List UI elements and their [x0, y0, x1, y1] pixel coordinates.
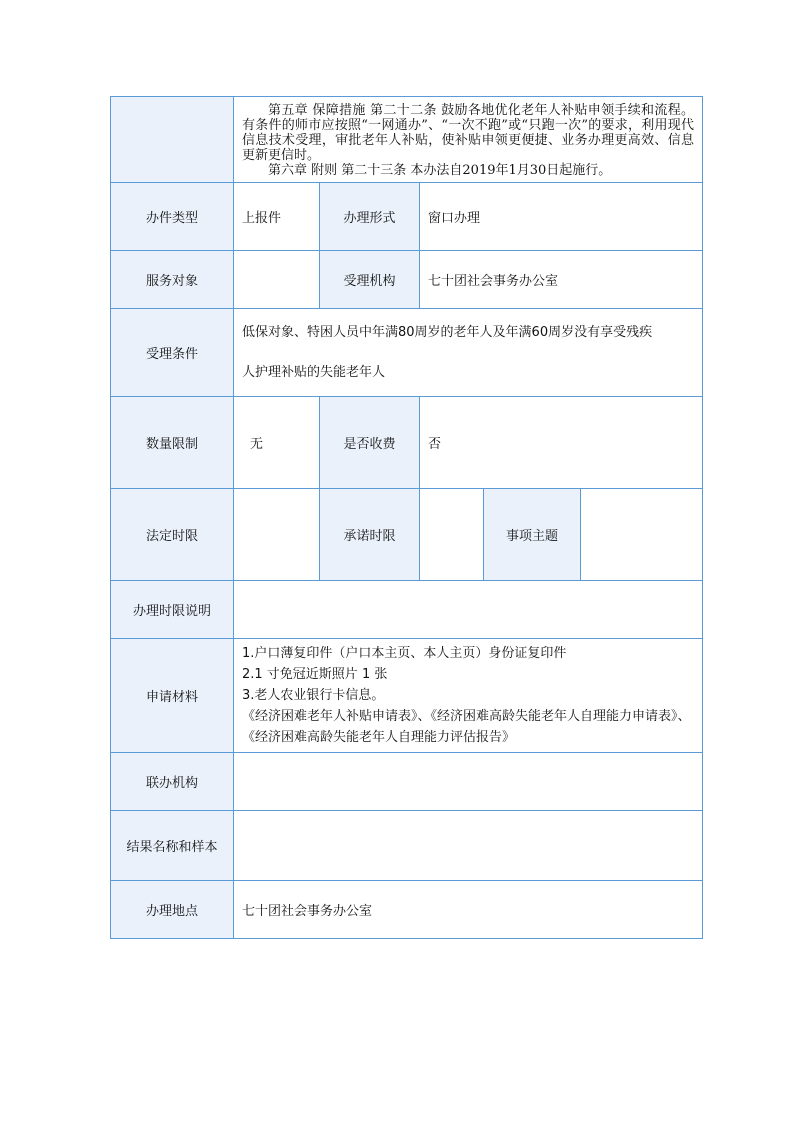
- legal-time-limit-label: 法定时限: [111, 489, 234, 581]
- acceptance-condition-line-2: 人护理补贴的失能老年人: [242, 364, 386, 380]
- promised-time-limit-label: 承诺时限: [320, 489, 420, 581]
- promised-time-limit-value: [420, 489, 484, 581]
- time-limit-note-label: 办理时限说明: [111, 581, 234, 639]
- materials-item: 2.1 寸免冠近斯照片 1 张: [242, 667, 388, 682]
- handling-type-value: 上报件: [234, 183, 320, 251]
- handling-location-value: 七十团社会事务办公室: [234, 881, 703, 939]
- time-limit-note-value: [234, 581, 703, 639]
- handling-location-label: 办理地点: [111, 881, 234, 939]
- handling-type-label: 办件类型: [111, 183, 234, 251]
- accepting-agency-label: 受理机构: [320, 251, 420, 309]
- fee-value: 否: [420, 397, 703, 489]
- legal-time-limit-value: [234, 489, 320, 581]
- materials-label: 申请材料: [111, 639, 234, 753]
- result-name-sample-label: 结果名称和样本: [111, 811, 234, 881]
- joint-agency-label: 联办机构: [111, 753, 234, 811]
- service-target-label: 服务对象: [111, 251, 234, 309]
- accepting-agency-value: 七十团社会事务办公室: [420, 251, 703, 309]
- quantity-limit-value: 无: [234, 397, 320, 489]
- regulation-paragraph-2: 第六章 附则 第二十三条 本办法自2019年1月30日起施行。: [268, 162, 612, 178]
- top-left-blank-cell: [111, 97, 234, 183]
- regulation-text-cell: [234, 97, 703, 183]
- subject-value: [581, 489, 703, 581]
- service-target-value: [234, 251, 320, 309]
- quantity-limit-label: 数量限制: [111, 397, 234, 489]
- materials-item: 《经济困难老年人补贴申请表》、《经济困难高龄失能老年人自理能力申请表》、《经济困难高龄失能老年人自理能力评估报告》: [242, 709, 691, 745]
- handling-mode-value: 窗口办理: [420, 183, 703, 251]
- materials-item: 3.老人农业银行卡信息。: [242, 688, 385, 703]
- joint-agency-value: [234, 753, 703, 811]
- acceptance-condition-value: [234, 309, 703, 397]
- result-name-sample-value: [234, 811, 703, 881]
- service-info-table: [110, 96, 703, 939]
- materials-list: [234, 639, 703, 753]
- materials-item: 1.户口薄复印件（户口本主页、本人主页）身份证复印件: [242, 646, 567, 661]
- regulation-paragraph-1: 第五章 保障措施 第二十二条 鼓励各地优化老年人补贴申领手续和流程。有条件的师市应按照“一网通办”、“一次不跑”或“只跑一次”的要求，利用现代信息技术受理，审批老年人补贴，使补贴申领更便捷、业务办理更高效、信息更新更信时。: [242, 102, 695, 163]
- handling-mode-label: 办理形式: [320, 183, 420, 251]
- acceptance-condition-label: 受理条件: [111, 309, 234, 397]
- fee-label: 是否收费: [320, 397, 420, 489]
- acceptance-condition-line-1: 低保对象、特困人员中年满80周岁的老年人及年满60周岁没有享受残疾: [242, 324, 653, 340]
- subject-label: 事项主题: [484, 489, 581, 581]
